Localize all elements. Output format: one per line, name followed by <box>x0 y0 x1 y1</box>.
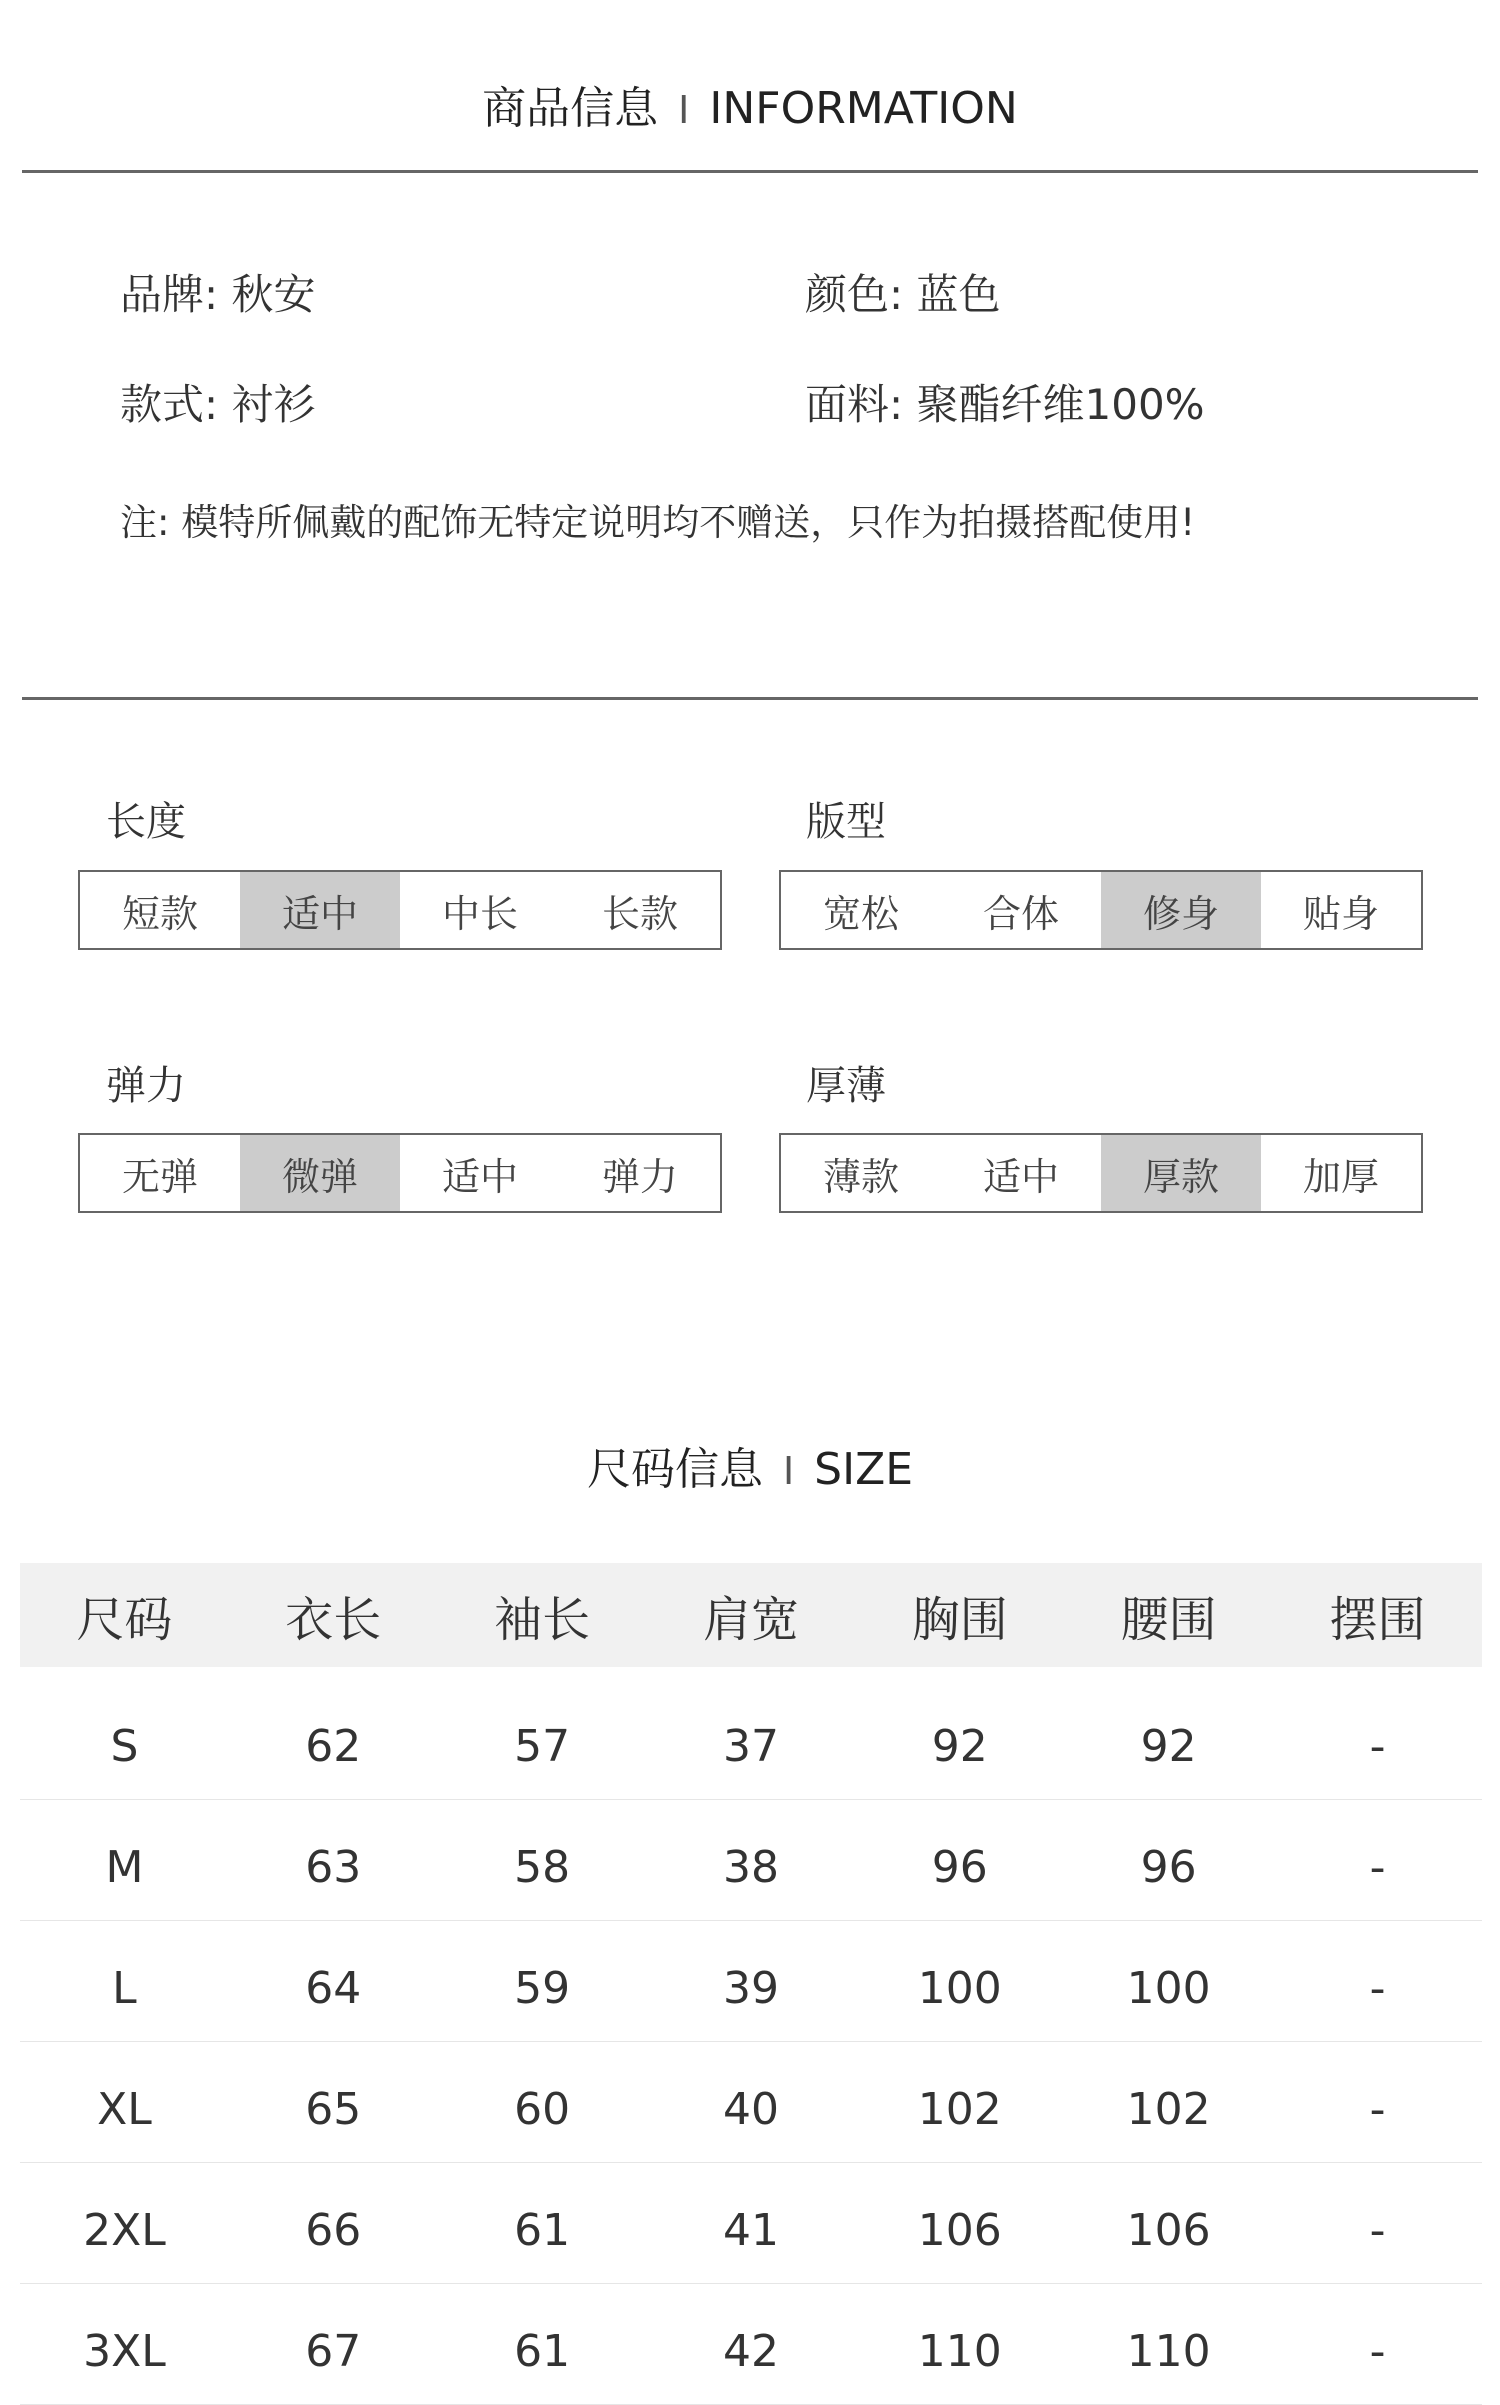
cell-size: 2XL <box>20 2163 229 2284</box>
thickness-scale <box>779 1133 1423 1213</box>
cell-chest: 102 <box>855 2042 1064 2163</box>
length-option: 中长 <box>441 891 518 936</box>
cell-hem: - <box>1273 2042 1482 2163</box>
cell-length: 63 <box>229 1800 438 1921</box>
table-row <box>20 1800 1482 1921</box>
cell-shoulder: 41 <box>647 2163 856 2284</box>
cell-chest: 100 <box>855 1921 1064 2042</box>
elasticity-scale <box>78 1133 722 1213</box>
cell-hem: - <box>1273 2163 1482 2284</box>
table-row <box>20 1921 1482 2042</box>
header-hem: 摆围 <box>1273 1563 1482 1667</box>
cell-waist: 96 <box>1064 1800 1273 1921</box>
cell-length: 67 <box>229 2284 438 2405</box>
thickness-option: 薄款 <box>822 1154 899 1199</box>
header-sleeve: 袖长 <box>438 1563 647 1667</box>
cell-hem: - <box>1273 2284 1482 2405</box>
size-table <box>20 1563 1482 2405</box>
thickness-option-selected: 厚款 <box>1101 1135 1261 1211</box>
cell-waist: 102 <box>1064 2042 1273 2163</box>
cell-size: 3XL <box>20 2284 229 2405</box>
cell-waist: 100 <box>1064 1921 1273 2042</box>
length-option: 长款 <box>601 891 678 936</box>
cell-hem: - <box>1273 1667 1482 1800</box>
cell-shoulder: 42 <box>647 2284 856 2405</box>
cell-chest: 92 <box>855 1667 1064 1800</box>
elasticity-label: 弹力 <box>106 1063 186 1109</box>
cell-shoulder: 39 <box>647 1921 856 2042</box>
length-option: 短款 <box>121 891 198 936</box>
table-row <box>20 2042 1482 2163</box>
info-heading-subtitle: INFORMATION <box>709 83 1018 134</box>
size-table-header-row <box>20 1563 1482 1667</box>
info-bottom-divider <box>22 697 1478 700</box>
fit-option: 合体 <box>982 891 1059 936</box>
cell-waist: 106 <box>1064 2163 1273 2284</box>
cell-size: S <box>20 1667 229 1800</box>
size-heading-subtitle: SIZE <box>814 1444 914 1495</box>
cell-length: 65 <box>229 2042 438 2163</box>
cell-length: 64 <box>229 1921 438 2042</box>
fit-label: 版型 <box>806 799 886 845</box>
cell-size: M <box>20 1800 229 1921</box>
thickness-label: 厚薄 <box>806 1063 886 1109</box>
accessory-note: 注: 模特所佩戴的配饰无特定说明均不赠送，只作为拍摄搭配使用! <box>120 501 1196 544</box>
cell-chest: 106 <box>855 2163 1064 2284</box>
cell-shoulder: 37 <box>647 1667 856 1800</box>
cell-hem: - <box>1273 1800 1482 1921</box>
header-length: 衣长 <box>229 1563 438 1667</box>
header-size: 尺码 <box>20 1563 229 1667</box>
header-shoulder: 肩宽 <box>647 1563 856 1667</box>
size-heading <box>0 1433 1500 1497</box>
elasticity-option: 无弹 <box>121 1154 198 1199</box>
thickness-option: 适中 <box>982 1154 1059 1199</box>
size-heading-separator: I <box>782 1449 795 1493</box>
info-heading <box>0 72 1500 136</box>
cell-hem: - <box>1273 1921 1482 2042</box>
cell-size: L <box>20 1921 229 2042</box>
length-label: 长度 <box>106 799 186 845</box>
fit-option: 贴身 <box>1302 891 1379 936</box>
cell-sleeve: 60 <box>438 2042 647 2163</box>
table-row <box>20 2163 1482 2284</box>
cell-shoulder: 40 <box>647 2042 856 2163</box>
cell-sleeve: 61 <box>438 2284 647 2405</box>
cell-chest: 96 <box>855 1800 1064 1921</box>
cell-sleeve: 59 <box>438 1921 647 2042</box>
cell-waist: 110 <box>1064 2284 1273 2405</box>
table-row <box>20 1667 1482 1800</box>
elasticity-option: 弹力 <box>601 1154 678 1199</box>
color-text: 颜色: 蓝色 <box>805 270 1001 319</box>
size-heading-title: 尺码信息 <box>586 1444 763 1495</box>
cell-chest: 110 <box>855 2284 1064 2405</box>
cell-shoulder: 38 <box>647 1800 856 1921</box>
cell-waist: 92 <box>1064 1667 1273 1800</box>
fit-option-selected: 修身 <box>1101 872 1261 948</box>
fit-option: 宽松 <box>822 891 899 936</box>
elasticity-option-selected: 微弹 <box>240 1135 400 1211</box>
style-text: 款式: 衬衫 <box>120 380 316 429</box>
cell-length: 66 <box>229 2163 438 2284</box>
info-heading-separator: I <box>678 88 690 132</box>
fit-scale <box>779 870 1423 950</box>
header-chest: 胸围 <box>855 1563 1064 1667</box>
fabric-text: 面料: 聚酯纤维100% <box>805 380 1205 429</box>
table-row <box>20 2284 1482 2405</box>
cell-sleeve: 61 <box>438 2163 647 2284</box>
brand-text: 品牌: 秋安 <box>120 270 316 319</box>
cell-sleeve: 58 <box>438 1800 647 1921</box>
info-heading-title: 商品信息 <box>482 83 659 134</box>
cell-length: 62 <box>229 1667 438 1800</box>
info-top-divider <box>22 170 1478 173</box>
header-waist: 腰围 <box>1064 1563 1273 1667</box>
thickness-option: 加厚 <box>1302 1154 1379 1199</box>
elasticity-option: 适中 <box>441 1154 518 1199</box>
cell-sleeve: 57 <box>438 1667 647 1800</box>
cell-size: XL <box>20 2042 229 2163</box>
length-scale <box>78 870 722 950</box>
length-option-selected: 适中 <box>240 872 400 948</box>
